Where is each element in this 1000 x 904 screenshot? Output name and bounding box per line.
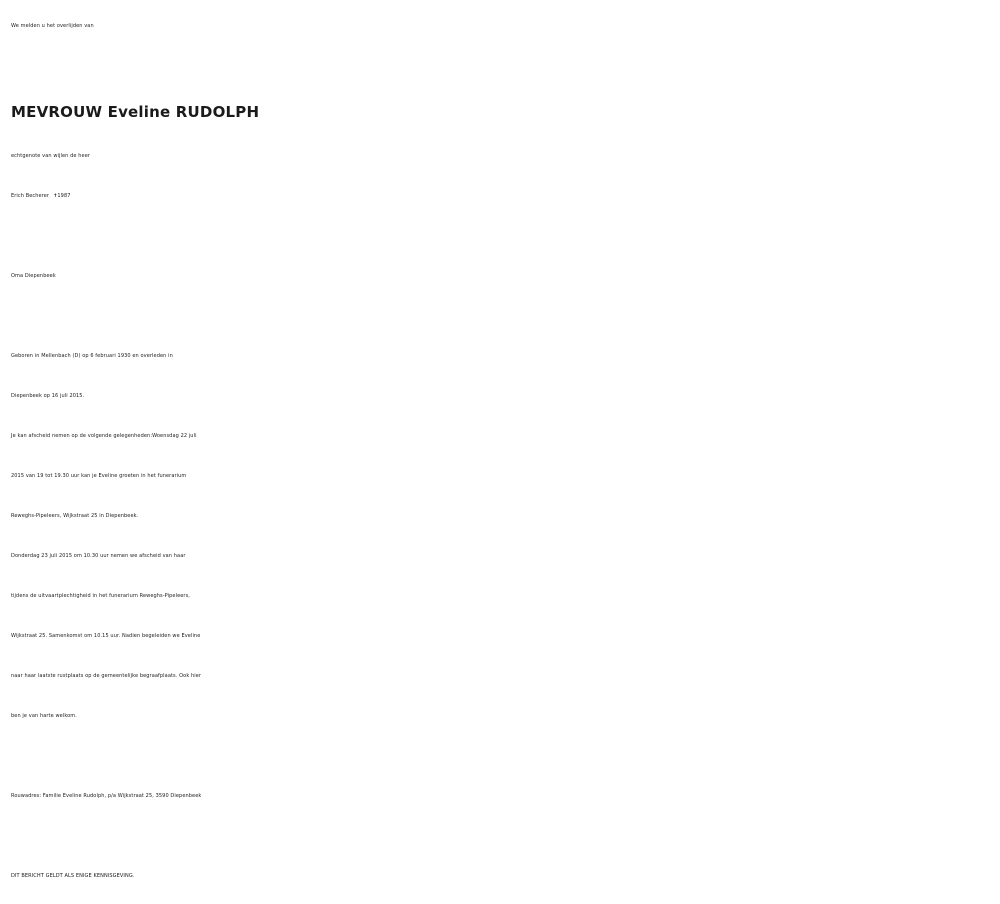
deceased-name: MEVROUW Eveline RUDOLPH: [11, 103, 260, 121]
spouse-line: [11, 176, 991, 216]
body-line: 2015 van 19 tot 19.30 uur kan je Eveline groeten in het funerarium: [11, 473, 187, 479]
body-line: naar haar laatste rustplaats op de gemeentelijke begraafplaats. Ook hier: [11, 673, 202, 679]
mourning-address: Rouwadres: Familie Eveline Rudolph, p/a Wijkstraat 25, 3590 Diepenbeek: [11, 793, 202, 799]
body-line: Wijkstraat 25. Samenkomst om 10.15 uur. Nadien begeleiden we Eveline: [11, 633, 201, 639]
body-line: Diepenbeek op 16 juli 2015.: [11, 393, 85, 399]
body-line: Je kan afscheid nemen op de volgende gelegenheden:Woensdag 22 juli: [11, 433, 197, 439]
body-line: ben je van harte welkom.: [11, 713, 77, 719]
body-line: Reweghs-Pipeleers, Wijkstraat 25 in Diepenbeek.: [11, 513, 139, 519]
closing-statement: DIT BERICHT GELDT ALS ENIGE KENNISGEVING.: [11, 873, 135, 879]
spouse-name: Erich Becherer: [11, 193, 50, 199]
relation-text: echtgenote van wijlen de heer: [11, 153, 91, 159]
spouse-death-year: 1987: [57, 193, 71, 199]
spacer: [11, 736, 991, 776]
body-line: Geboren in Mellenbach (D) op 6 februari 1930 en overleden in: [11, 353, 173, 359]
intro-text: We melden u het overlijden van: [11, 23, 94, 29]
body-line: Donderdag 23 juli 2015 om 10.30 uur nemen we afscheid van haar: [11, 553, 186, 559]
nickname-text: Oma Diepenbeek: [11, 273, 56, 279]
death-notice: [11, 8, 991, 896]
spacer: [11, 296, 991, 336]
cross-icon: ✝: [53, 193, 58, 199]
body-line: tijdens de uitvaartplechtigheid in het funerarium Reweghs-Pipeleers,: [11, 593, 190, 599]
spacer: [11, 816, 991, 856]
spacer: [11, 216, 991, 256]
